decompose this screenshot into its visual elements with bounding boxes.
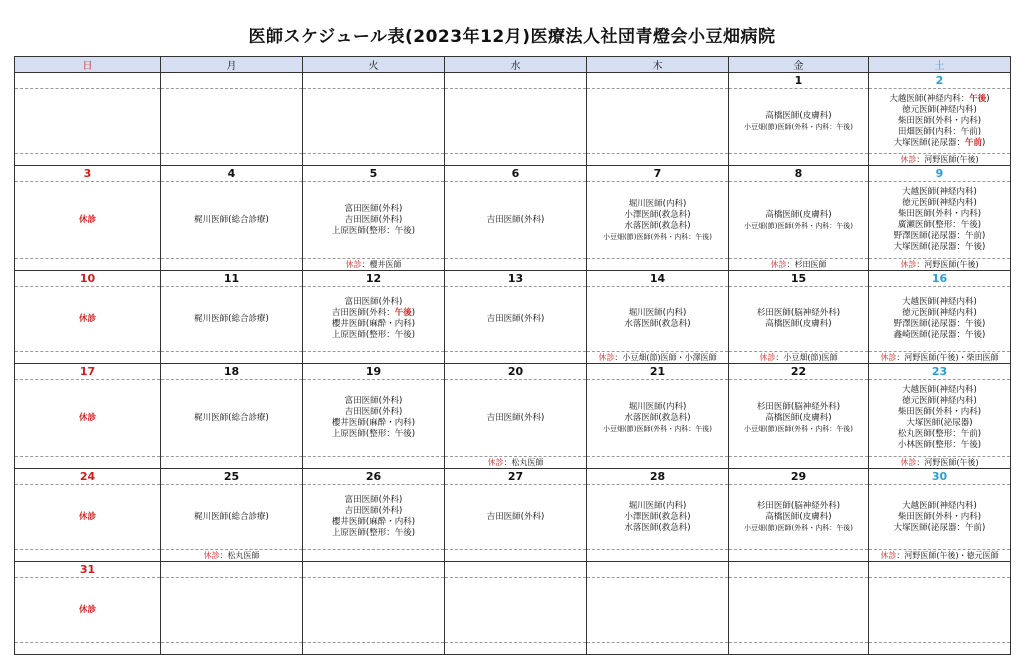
page-title: 医師スケジュール表(2023年12月)医療法人社団青燈会小豆畑病院: [248, 27, 776, 47]
date-cell-sun: 3: [15, 166, 161, 182]
doctor-entry: 杉田医師(脳神経外科): [756, 501, 841, 511]
date-cell-mon: 4: [161, 166, 303, 182]
date-cell-wed: [445, 562, 587, 578]
schedule-cell-sun: [15, 287, 161, 352]
doctor-entry: 高橋医師(皮膚科): [765, 319, 832, 329]
closed-doctors: ：河野医師(午後): [916, 260, 979, 269]
date-cell-tue: 12: [303, 271, 445, 287]
schedule-cell-thu: [587, 578, 729, 643]
schedule-cell-sat: [869, 182, 1011, 259]
doctor-entry: 大塚医師(泌尿器：午後): [893, 242, 986, 252]
closure-cell-thu: [587, 259, 729, 271]
closure-cell-wed: [445, 457, 587, 469]
schedule-cell-sat: [869, 380, 1011, 457]
doctor-entry: 大越医師(神経内科): [902, 187, 977, 197]
closed-tag: 休診: [770, 260, 787, 269]
doctor-entry: 水落医師(救急科): [624, 319, 691, 329]
closed-doctors: ：松丸医師: [219, 551, 260, 560]
date-cell-thu: 7: [587, 166, 729, 182]
date-cell-sat: [869, 562, 1011, 578]
closure-cell-sun: [15, 643, 161, 655]
closed-tag: 休診: [598, 353, 615, 362]
schedule-cell-wed: [445, 485, 587, 550]
doctor-entry: 上原医師(整形：午後): [331, 528, 416, 538]
doctor-entry-suffix: ): [411, 308, 416, 318]
closure-cell-tue: [303, 259, 445, 271]
date-cell-thu: 28: [587, 469, 729, 485]
schedule-cell-sun: [15, 182, 161, 259]
closure-cell-fri: [729, 352, 869, 364]
closure-cell-tue: [303, 550, 445, 562]
schedule-cell-mon: [161, 380, 303, 457]
doctor-entry: 大塚医師(泌尿器): [906, 418, 973, 428]
closure-cell-sun: [15, 154, 161, 166]
date-cell-wed: 13: [445, 271, 587, 287]
closure-cell-mon: [161, 154, 303, 166]
doctor-entry: 吉田医師(外科): [486, 313, 545, 324]
date-cell-sat: 23: [869, 364, 1011, 380]
date-cell-tue: [303, 562, 445, 578]
closure-cell-fri: [729, 550, 869, 562]
schedule-row: [15, 578, 1011, 643]
date-cell-wed: [445, 73, 587, 89]
date-cell-mon: 11: [161, 271, 303, 287]
closure-row: [15, 259, 1011, 271]
closed-doctors: ：河野医師(午後)・徳元医師: [896, 551, 999, 560]
doctor-entry: 吉田医師(外科): [486, 412, 545, 423]
date-cell-fri: 15: [729, 271, 869, 287]
doctor-entry: 柴田医師(外科・内科): [897, 511, 982, 522]
doctor-entry: 徳元医師(神経内科): [902, 104, 977, 115]
schedule-cell-mon: [161, 182, 303, 259]
weekday-tue: 火: [303, 57, 445, 73]
closure-row: [15, 550, 1011, 562]
closure-cell-thu: [587, 352, 729, 364]
doctor-entry: 富田医師(外科): [344, 297, 403, 307]
schedule-row: [15, 380, 1011, 457]
closed-tag: 休診: [759, 353, 776, 362]
closure-cell-wed: [445, 643, 587, 655]
doctor-entry-text: 大塚医師(泌尿器：: [893, 137, 965, 148]
date-cell-sun: 31: [15, 562, 161, 578]
closure-cell-mon: [161, 457, 303, 469]
doctor-entry: 鑫崎医師(泌尿器：午後): [893, 330, 986, 340]
doctor-entry: 高橋医師(皮膚科): [765, 110, 832, 121]
doctor-entry: 吉田医師(外科): [486, 214, 545, 225]
date-cell-wed: 20: [445, 364, 587, 380]
date-row: [15, 469, 1011, 485]
date-cell-fri: [729, 562, 869, 578]
schedule-cell-fri: [729, 287, 869, 352]
schedule-cell-fri: [729, 485, 869, 550]
doctor-entry: 柴田医師(外科・内科): [897, 209, 982, 219]
date-cell-fri: 1: [729, 73, 869, 89]
date-cell-sun: 24: [15, 469, 161, 485]
doctor-entry: 小豆畑(節)医師(外科・内科：午後): [744, 524, 853, 532]
closure-cell-tue: [303, 352, 445, 364]
schedule-cell-wed: [445, 182, 587, 259]
closure-cell-sun: [15, 352, 161, 364]
date-cell-tue: 5: [303, 166, 445, 182]
doctor-entry: 梶川医師(総合診療): [194, 511, 269, 522]
date-cell-wed: 6: [445, 166, 587, 182]
date-cell-sat: 16: [869, 271, 1011, 287]
weekday-wed: 水: [445, 57, 587, 73]
doctor-entry: 梶川医師(総合診療): [194, 412, 269, 423]
schedule-cell-fri: [729, 380, 869, 457]
schedule-cell-sat: [869, 485, 1011, 550]
doctor-entry: 野澤医師(泌尿器：午前): [893, 231, 986, 241]
closure-cell-sun: [15, 550, 161, 562]
closed-tag: 休診: [880, 353, 897, 362]
doctor-entry: 徳元医師(神経内科): [902, 198, 977, 208]
doctor-entry: 水落医師(救急科): [624, 220, 691, 231]
closure-cell-fri: [729, 643, 869, 655]
schedule-cell-tue: [303, 578, 445, 643]
date-cell-mon: 18: [161, 364, 303, 380]
doctor-entry: 廣瀬医師(整形：午後): [897, 220, 982, 230]
doctor-entry: 柴田医師(外科・内科): [897, 115, 982, 126]
closed-doctors: ：小豆畑(節)医師・小澤医師: [614, 353, 717, 362]
schedule-cell-wed: [445, 89, 587, 154]
date-cell-sun: 17: [15, 364, 161, 380]
closure-cell-sat: [869, 352, 1011, 364]
closed-tag: 休診: [487, 458, 504, 467]
schedule-cell-fri: [729, 89, 869, 154]
doctor-entry: 小豆畑(節)医師(外科・内科：午後): [744, 425, 853, 433]
closure-cell-sun: [15, 259, 161, 271]
schedule-cell-tue: [303, 89, 445, 154]
schedule-row: [15, 89, 1011, 154]
closed-tag: 休診: [345, 260, 362, 269]
date-cell-sat: 9: [869, 166, 1011, 182]
closure-cell-mon: [161, 550, 303, 562]
closure-cell-thu: [587, 457, 729, 469]
schedule-cell-sat: [869, 287, 1011, 352]
doctor-entry: 田畑医師(内科：午前): [897, 126, 982, 137]
weekday-fri: 金: [729, 57, 869, 73]
schedule-table: [14, 56, 1011, 655]
date-cell-sat: 2: [869, 73, 1011, 89]
doctor-entry: 堀川医師(内科): [628, 500, 687, 511]
doctor-entry: [869, 94, 1010, 105]
schedule-cell-mon: [161, 89, 303, 154]
schedule-cell-thu: [587, 89, 729, 154]
weekday-mon: 月: [161, 57, 303, 73]
doctor-entry: [303, 308, 444, 319]
doctor-entry: 杉田医師(脳神経外科): [756, 402, 841, 412]
schedule-cell-tue: [303, 485, 445, 550]
doctor-entry: 小澤医師(救急科): [624, 511, 691, 522]
closed-tag: 休診: [900, 260, 917, 269]
date-cell-mon: [161, 73, 303, 89]
closed-tag: 休診: [203, 551, 220, 560]
closure-cell-tue: [303, 643, 445, 655]
date-cell-sat: 30: [869, 469, 1011, 485]
doctor-entry: 小豆畑(節)医師(外科・内科：午後): [744, 122, 853, 131]
doctor-entry: 富田医師(外科): [344, 203, 403, 214]
doctor-entry: 杉田医師(脳神経外科): [756, 308, 841, 318]
doctor-entry-text: 吉田医師(外科：: [331, 308, 395, 318]
schedule-cell-mon: [161, 578, 303, 643]
date-cell-tue: 19: [303, 364, 445, 380]
closure-cell-mon: [161, 352, 303, 364]
closed-label: 休診: [78, 214, 96, 225]
date-cell-thu: [587, 73, 729, 89]
schedule-cell-sun: [15, 485, 161, 550]
date-row: [15, 364, 1011, 380]
date-row: [15, 73, 1011, 89]
schedule-cell-tue: [303, 380, 445, 457]
schedule-cell-sat: [869, 89, 1011, 154]
doctor-entry: 上原医師(整形：午後): [331, 225, 416, 236]
date-cell-mon: 25: [161, 469, 303, 485]
closure-cell-fri: [729, 154, 869, 166]
schedule-cell-sun: [15, 380, 161, 457]
closure-cell-mon: [161, 643, 303, 655]
schedule-cell-tue: [303, 287, 445, 352]
closed-label: 休診: [78, 313, 96, 324]
closure-cell-sat: [869, 643, 1011, 655]
doctor-entry: 小林医師(整形：午後): [897, 440, 982, 450]
closure-row: [15, 643, 1011, 655]
doctor-entry: 水落医師(救急科): [624, 413, 691, 423]
doctor-entry: 櫻井医師(麻酔・内科): [331, 319, 416, 329]
date-cell-thu: [587, 562, 729, 578]
closure-cell-thu: [587, 154, 729, 166]
schedule-row: [15, 287, 1011, 352]
date-row: [15, 166, 1011, 182]
doctor-entry: 櫻井医師(麻酔・内科): [331, 418, 416, 428]
closure-cell-wed: [445, 154, 587, 166]
date-cell-wed: 27: [445, 469, 587, 485]
closed-tag: 休診: [900, 458, 917, 467]
doctor-entry: 高橋医師(皮膚科): [765, 512, 832, 522]
highlighted-time: 午後: [969, 93, 987, 104]
doctor-entry: 小豆畑(節)医師(外科・内科：午後): [744, 221, 853, 230]
closed-label: 休診: [78, 511, 96, 522]
doctor-entry: 小澤医師(救急科): [624, 209, 691, 220]
doctor-entry-suffix: ): [982, 137, 986, 148]
date-cell-fri: 8: [729, 166, 869, 182]
doctor-entry: 水落医師(救急科): [624, 522, 691, 533]
schedule-cell-fri: [729, 182, 869, 259]
schedule-row: [15, 485, 1011, 550]
date-row: [15, 562, 1011, 578]
highlighted-time: 午前: [964, 137, 982, 148]
schedule-cell-thu: [587, 182, 729, 259]
schedule-cell-wed: [445, 380, 587, 457]
doctor-entry: 梶川医師(総合診療): [194, 214, 269, 225]
schedule-cell-fri: [729, 578, 869, 643]
closure-cell-sat: [869, 259, 1011, 271]
closure-cell-tue: [303, 457, 445, 469]
closure-row: [15, 352, 1011, 364]
date-cell-tue: [303, 73, 445, 89]
doctor-entry: 大越医師(神経内科): [902, 500, 977, 511]
closed-label: 休診: [78, 604, 96, 615]
date-cell-fri: 22: [729, 364, 869, 380]
doctor-entry: 吉田医師(外科): [344, 506, 403, 516]
doctor-entry-suffix: ): [986, 93, 990, 104]
highlighted-time: 午後: [394, 308, 412, 318]
closure-cell-wed: [445, 550, 587, 562]
closure-cell-sun: [15, 457, 161, 469]
date-row: [15, 271, 1011, 287]
schedule-cell-thu: [587, 287, 729, 352]
doctor-entry: 柴田医師(外科・内科): [897, 407, 982, 417]
closure-cell-sat: [869, 550, 1011, 562]
doctor-entry: 野澤医師(泌尿器：午後): [893, 319, 986, 329]
closed-doctors: ：河野医師(午後)・柴田医師: [896, 353, 999, 362]
doctor-entry: 大越医師(神経内科): [902, 385, 977, 395]
closure-cell-wed: [445, 352, 587, 364]
doctor-entry: 高橋医師(皮膚科): [765, 209, 832, 220]
weekday-sun: 日: [15, 57, 161, 73]
doctor-entry: 上原医師(整形：午後): [331, 429, 416, 439]
closed-tag: 休診: [880, 551, 897, 560]
doctor-entry: 徳元医師(神経内科): [902, 396, 977, 406]
doctor-entry: 松丸医師(整形：午前): [897, 429, 982, 439]
schedule-cell-wed: [445, 578, 587, 643]
date-cell-thu: 14: [587, 271, 729, 287]
schedule-cell-sat: [869, 578, 1011, 643]
closed-label: 休診: [78, 412, 96, 423]
closure-cell-fri: [729, 259, 869, 271]
doctor-entry: 高橋医師(皮膚科): [765, 413, 832, 423]
closed-doctors: ：小豆畑(節)医師: [775, 353, 838, 362]
doctor-entry: 大塚医師(泌尿器：午前): [893, 522, 986, 533]
doctor-entry: 富田医師(外科): [344, 495, 403, 505]
weekday-header-row: [15, 57, 1011, 73]
closure-cell-sat: [869, 457, 1011, 469]
schedule-cell-tue: [303, 182, 445, 259]
doctor-entry: 堀川医師(内科): [628, 308, 687, 318]
doctor-entry: 梶川医師(総合診療): [194, 313, 269, 324]
doctor-entry: 堀川医師(内科): [628, 198, 687, 209]
closed-doctors: ：櫻井医師: [361, 260, 402, 269]
closed-tag: 休診: [900, 155, 917, 164]
closure-cell-fri: [729, 457, 869, 469]
schedule-cell-mon: [161, 485, 303, 550]
closed-doctors: ：松丸医師: [503, 458, 544, 467]
doctor-entry: 櫻井医師(麻酔・内科): [331, 517, 416, 527]
closed-doctors: ：杉田医師: [786, 260, 827, 269]
date-cell-mon: [161, 562, 303, 578]
doctor-entry: 吉田医師(外科): [344, 214, 403, 225]
doctor-entry: 大越医師(神経内科): [902, 297, 977, 307]
closure-cell-wed: [445, 259, 587, 271]
schedule-cell-sun: [15, 578, 161, 643]
date-cell-tue: 26: [303, 469, 445, 485]
closure-cell-tue: [303, 154, 445, 166]
doctor-entry: 吉田医師(外科): [344, 407, 403, 417]
schedule-row: [15, 182, 1011, 259]
weekday-sat: 土: [869, 57, 1011, 73]
doctor-entry: 堀川医師(内科): [628, 402, 687, 412]
closure-row: [15, 154, 1011, 166]
doctor-entry-text: 大越医師(神経内科：: [889, 93, 970, 104]
date-cell-thu: 21: [587, 364, 729, 380]
doctor-entry: [869, 138, 1010, 149]
closed-doctors: ：河野医師(午後): [916, 458, 979, 467]
doctor-entry: 小豆畑(節)医師(外科・内科：午後): [603, 232, 712, 241]
doctor-entry: 上原医師(整形：午後): [331, 330, 416, 340]
closure-cell-thu: [587, 550, 729, 562]
closure-cell-mon: [161, 259, 303, 271]
date-cell-fri: 29: [729, 469, 869, 485]
closure-cell-thu: [587, 643, 729, 655]
doctor-entry: 吉田医師(外科): [486, 511, 545, 522]
doctor-entry: 小豆畑(節)医師(外科・内科：午後): [603, 425, 712, 433]
schedule-cell-mon: [161, 287, 303, 352]
date-cell-sun: [15, 73, 161, 89]
closed-doctors: ：河野医師(午後): [916, 155, 979, 164]
doctor-entry: 徳元医師(神経内科): [902, 308, 977, 318]
closure-cell-sat: [869, 154, 1011, 166]
weekday-thu: 木: [587, 57, 729, 73]
date-cell-sun: 10: [15, 271, 161, 287]
schedule-cell-wed: [445, 287, 587, 352]
schedule-cell-thu: [587, 380, 729, 457]
schedule-cell-sun: [15, 89, 161, 154]
schedule-cell-thu: [587, 485, 729, 550]
closure-row: [15, 457, 1011, 469]
doctor-entry: 富田医師(外科): [344, 396, 403, 406]
